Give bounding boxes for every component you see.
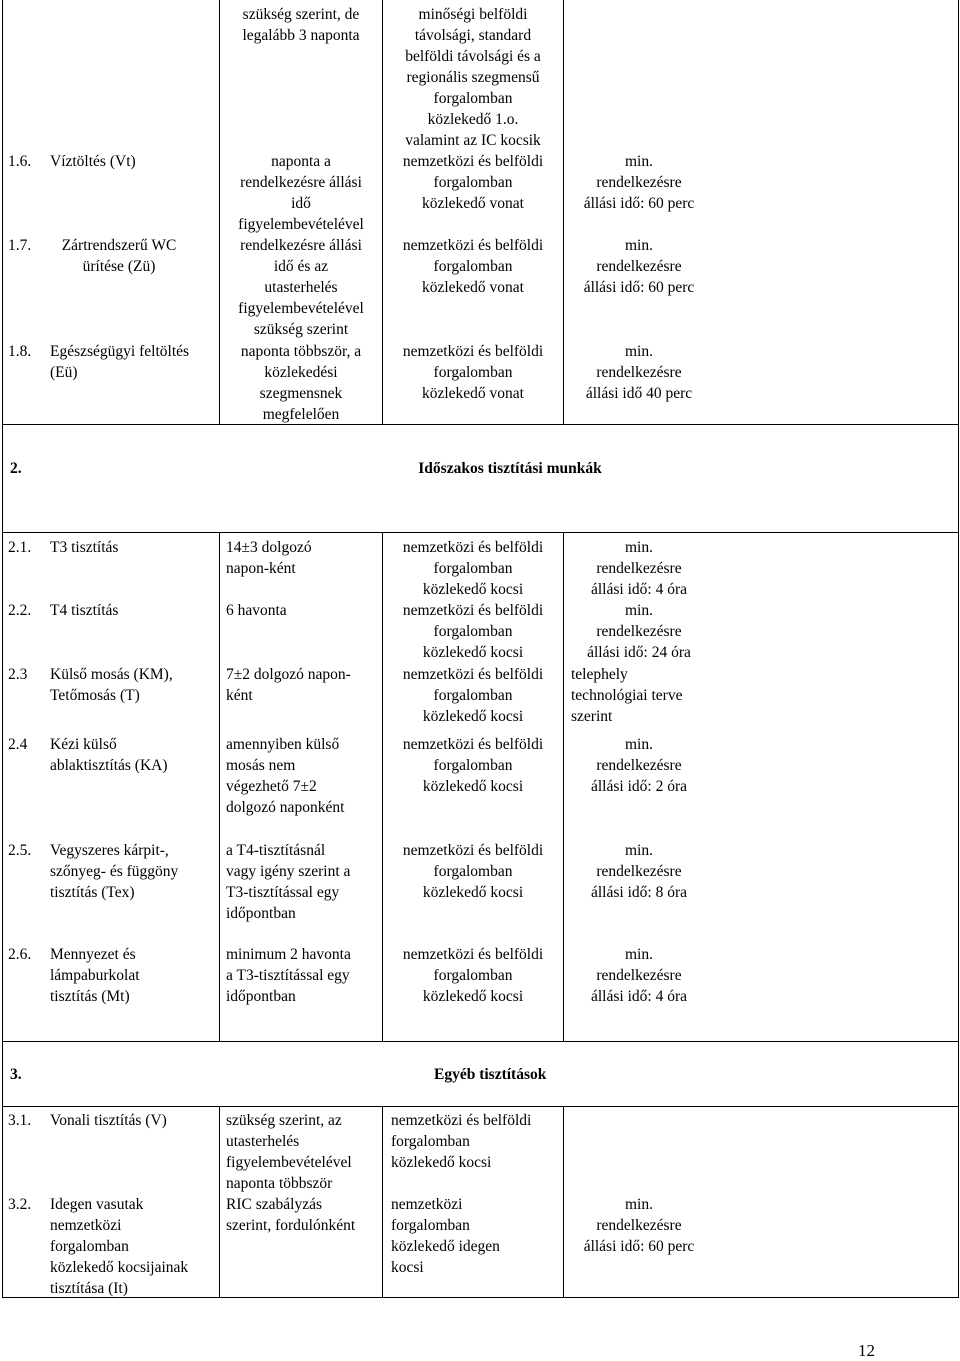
table-cell-number: 1.8.: [8, 343, 32, 360]
table-cell-task-name: Vegyszeres kárpit-, szőnyeg- és függöny tisztítás (Tex): [50, 842, 179, 901]
table-cell-frequency: 14±3 dolgozó napon-ként: [226, 539, 312, 577]
table-border-right: [958, 0, 959, 1297]
table-cell-train-type: nemzetközi és belföldi forgalomban közlekedő vonat: [402, 153, 544, 212]
table-cell-number: 2.3: [8, 666, 28, 683]
table-cell-train-type: nemzetközi és belföldi forgalomban közlekedő kocsi: [402, 736, 544, 795]
table-cell-requirement: min. rendelkezésre állási idő: 60 perc: [583, 153, 695, 212]
section-divider: [2, 532, 959, 533]
table-cell-train-type: nemzetközi és belföldi forgalomban közlekedő kocsi: [402, 602, 544, 661]
table-cell-task-name: Zártrendszerű WC ürítése (Zü): [61, 237, 177, 275]
table-cell-task-name: Egészségügyi feltöltés (Eü): [50, 343, 190, 381]
section-number: 3.: [10, 1066, 22, 1083]
table-cell-train-type: nemzetközi és belföldi forgalomban közlekedő vonat: [402, 343, 544, 402]
table-cell-train-type: nemzetközi és belföldi forgalomban közlekedő kocsi: [391, 1112, 532, 1171]
table-cell-frequency: rendelkezésre állási idő és az utasterhelés figyelembevételével szükség szerint: [238, 237, 364, 338]
table-cell-requirement: telephely technológiai terve szerint: [571, 666, 683, 725]
table-cell-task-name: Víztöltés (Vt): [50, 153, 136, 170]
table-cell-frequency: naponta többször, a közlekedési szegmensnek megfelelően: [240, 343, 362, 423]
table-cell-task-name: Idegen vasutak nemzetközi forgalomban közlekedő kocsijainak tisztítása (It): [50, 1196, 189, 1297]
table-cell-task-name: T3 tisztítás: [50, 539, 119, 556]
table-cell-train-type: nemzetközi és belföldi forgalomban közlekedő kocsi: [402, 539, 544, 598]
column-divider: [382, 1106, 383, 1297]
table-cell-frequency: szükség szerint, az utasterhelés figyelembevételével naponta többször: [226, 1112, 352, 1192]
table-border-left: [2, 0, 3, 1297]
table-cell-task-name: Mennyezet és lámpaburkolat tisztítás (Mt): [50, 946, 140, 1005]
table-cell-requirement: min. rendelkezésre állási idő: 8 óra: [591, 842, 687, 901]
table-cell-task-name: Vonali tisztítás (V): [50, 1112, 167, 1129]
table-cell-number: 2.6.: [8, 946, 32, 963]
table-cell-train-type: minőségi belföldi távolsági, standard belföldi távolsági és a regionális szegmensű forgalomban közlekedő 1.o. valamint az IC kocsik: [405, 6, 541, 149]
table-cell-number: 2.1.: [8, 539, 32, 556]
table-cell-requirement: min. rendelkezésre állási idő: 60 perc: [583, 237, 695, 296]
column-divider: [219, 532, 220, 1041]
table-cell-task-name: T4 tisztítás: [50, 602, 119, 619]
section-title: Egyéb tisztítások: [434, 1066, 547, 1083]
table-cell-number: 3.1.: [8, 1112, 32, 1129]
table-cell-frequency: naponta a rendelkezésre állási idő figyelembevételével: [238, 153, 364, 233]
section-divider: [2, 424, 959, 425]
table-cell-number: 1.6.: [8, 153, 32, 170]
section-title: Időszakos tisztítási munkák: [418, 460, 602, 477]
table-cell-frequency: szükség szerint, de legalább 3 naponta: [242, 6, 360, 44]
table-cell-frequency: 6 havonta: [226, 602, 287, 619]
table-cell-number: 2.2.: [8, 602, 32, 619]
table-cell-train-type: nemzetközi és belföldi forgalomban közlekedő kocsi: [402, 842, 544, 901]
table-cell-requirement: min. rendelkezésre állási idő: 2 óra: [591, 736, 687, 795]
table-cell-frequency: a T4-tisztításnál vagy igény szerint a T3-tisztítással egy időpontban: [226, 842, 351, 922]
table-cell-frequency: RIC szabályzás szerint, fordulónként: [226, 1196, 356, 1234]
table-cell-train-type: nemzetközi és belföldi forgalomban közlekedő kocsi: [402, 666, 544, 725]
section-number: 2.: [10, 460, 22, 477]
table-cell-train-type: nemzetközi forgalomban közlekedő idegen kocsi: [391, 1196, 500, 1276]
table-cell-requirement: min. rendelkezésre állási idő: 4 óra: [591, 946, 687, 1005]
column-divider: [219, 1106, 220, 1297]
section-divider: [2, 1041, 959, 1042]
table-cell-number: 2.5.: [8, 842, 32, 859]
table-cell-number: 3.2.: [8, 1196, 32, 1213]
table-cell-frequency: 7±2 dolgozó napon- ként: [226, 666, 351, 704]
table-cell-task-name: Kézi külső ablaktisztítás (KA): [50, 736, 168, 774]
table-cell-train-type: nemzetközi és belföldi forgalomban közlekedő vonat: [402, 237, 544, 296]
table-cell-number: 1.7.: [8, 237, 32, 254]
table-cell-requirement: min. rendelkezésre állási idő: 60 perc: [583, 1196, 695, 1255]
table-cell-number: 2.4: [8, 736, 28, 753]
table-cell-task-name: Külső mosás (KM), Tetőmosás (T): [50, 666, 173, 704]
table-cell-frequency: minimum 2 havonta a T3-tisztítással egy időpontban: [226, 946, 351, 1005]
table-cell-requirement: min. rendelkezésre állási idő: 4 óra: [591, 539, 687, 598]
page-number: 12: [858, 1341, 875, 1360]
table-cell-requirement: min. rendelkezésre állási idő 40 perc: [585, 343, 693, 402]
table-cell-train-type: nemzetközi és belföldi forgalomban közlekedő kocsi: [402, 946, 544, 1005]
table-cell-requirement: min. rendelkezésre állási idő: 24 óra: [587, 602, 691, 661]
section-divider: [2, 1106, 959, 1107]
table-cell-frequency: amennyiben külső mosás nem végezhető 7±2 dolgozó naponként: [226, 736, 345, 816]
